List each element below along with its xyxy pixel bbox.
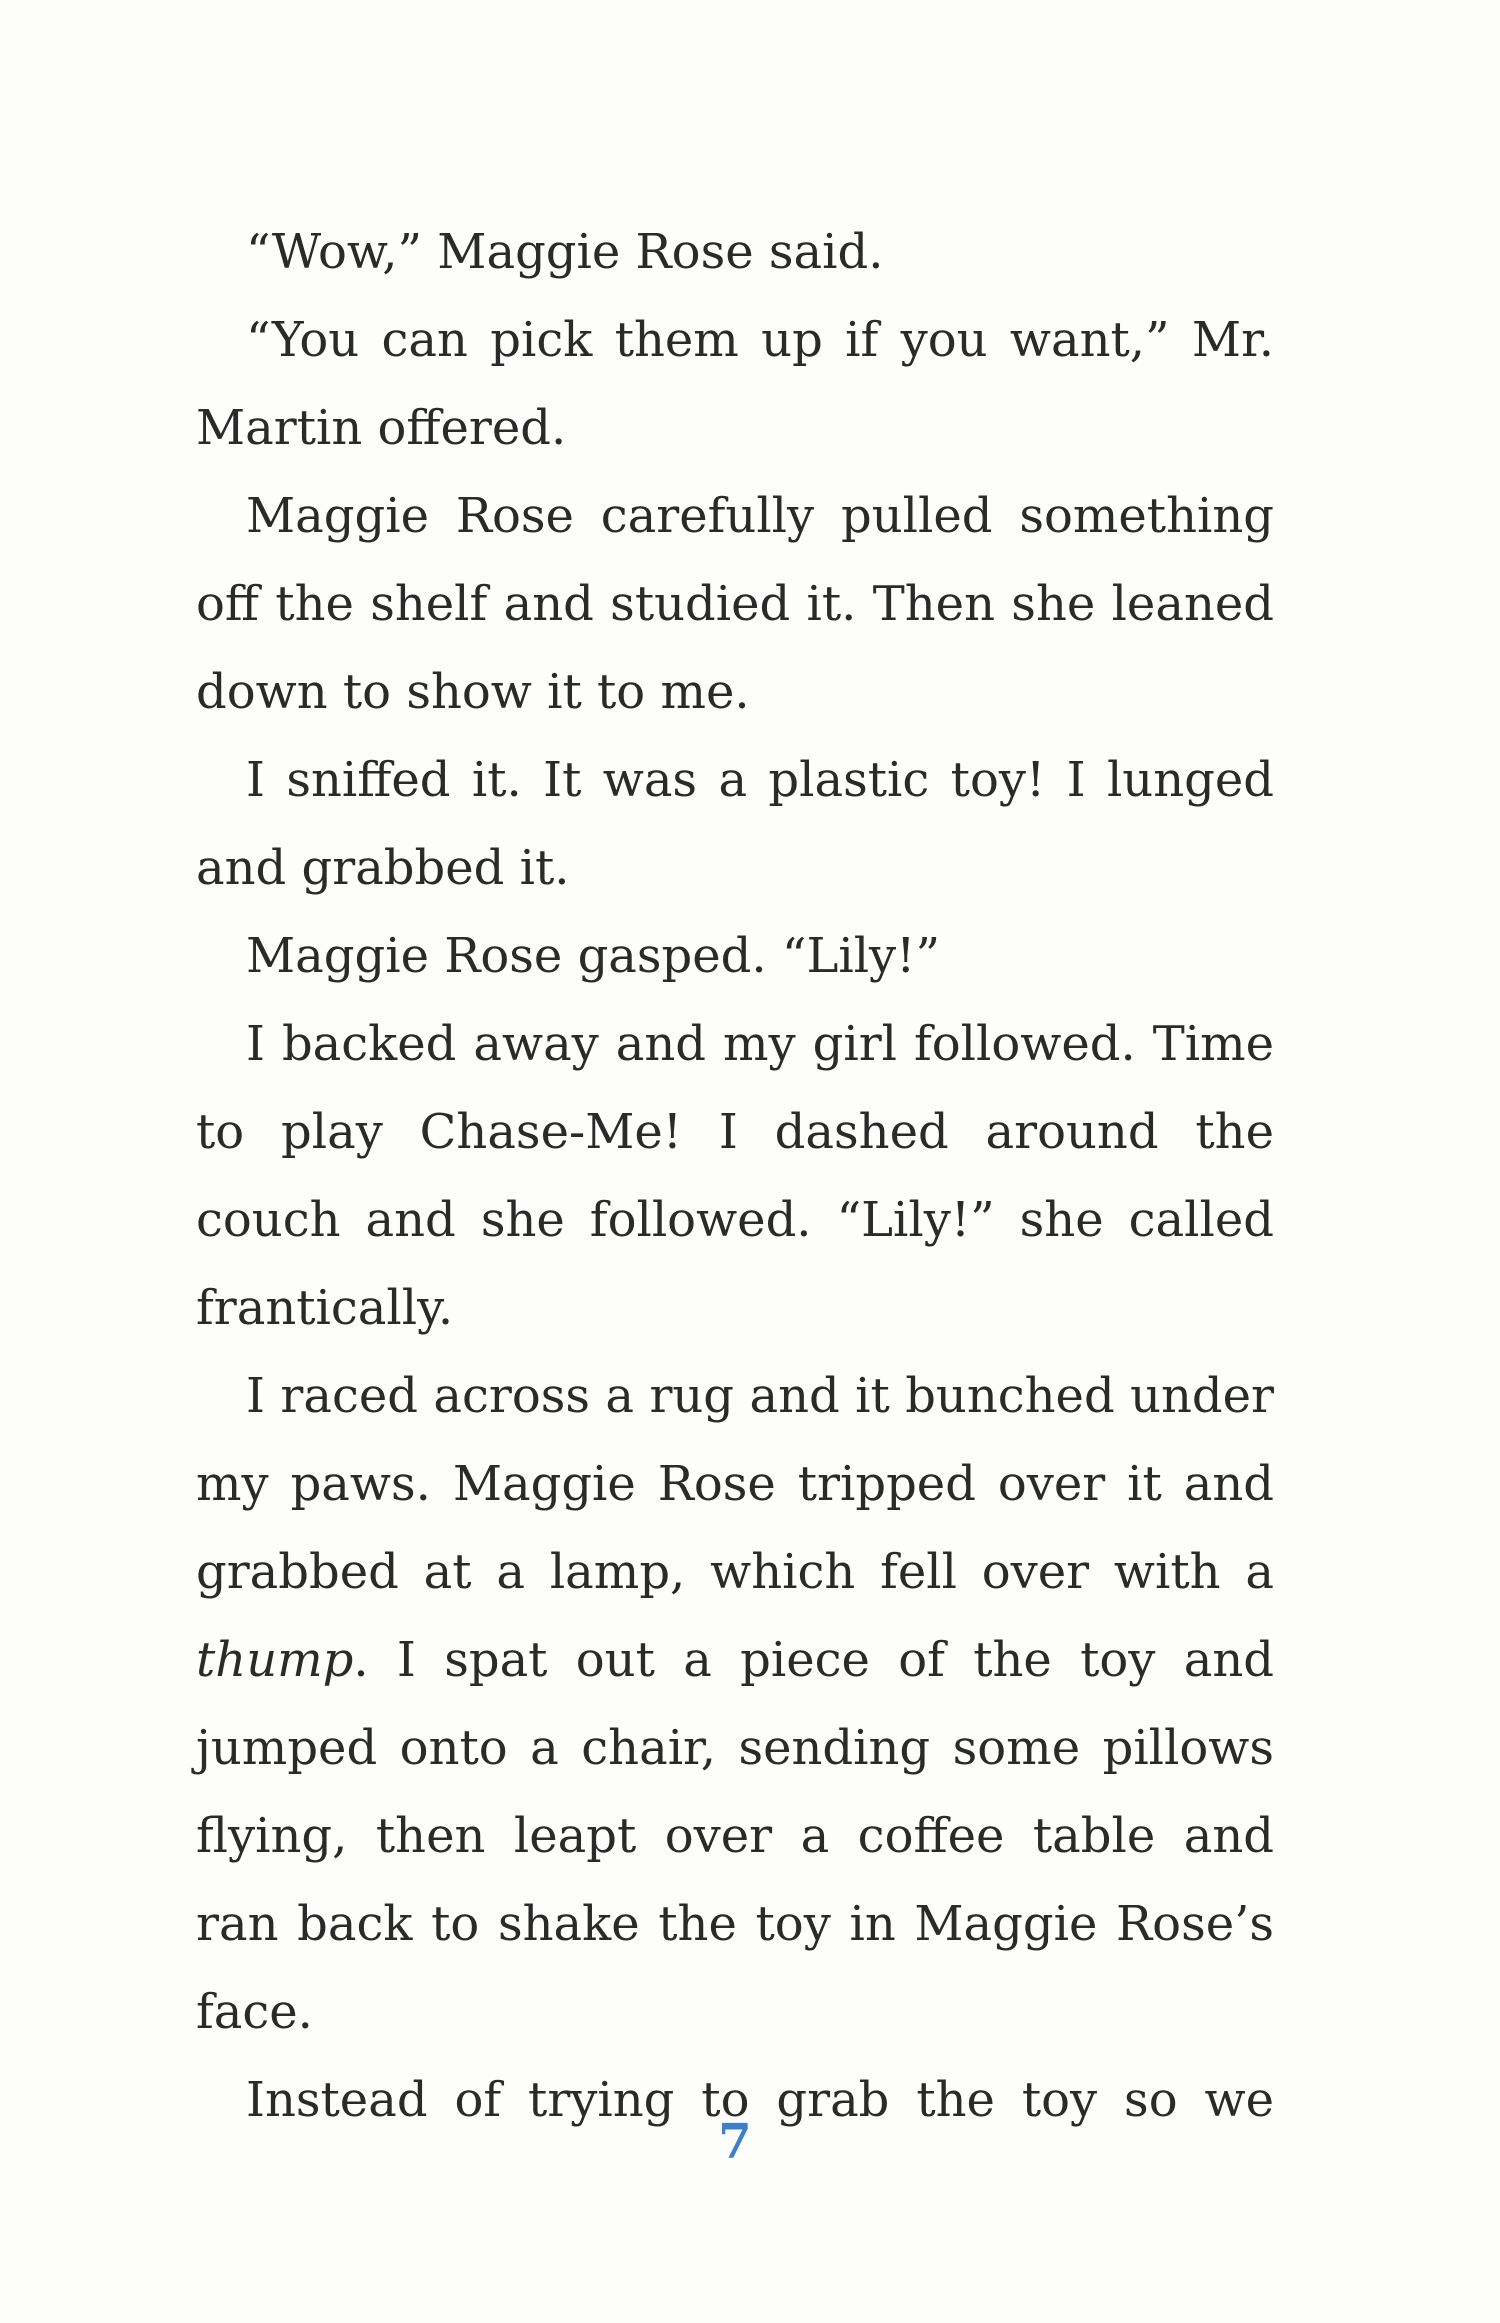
paragraph-2: “You can pick them up if you want,” Mr. Martin offered.	[196, 312, 1274, 456]
body-text	[196, 208, 1274, 2144]
paragraph-3: Maggie Rose carefully pulled something off the shelf and studied it. Then she leaned down to show it to me.	[196, 488, 1274, 720]
paragraph-7	[196, 1352, 1274, 2056]
page-number: 7	[718, 2114, 752, 2170]
paragraph-7-end: . I spat out a piece of the toy and jumped onto a chair, sending some pillows flying, then leapt over a coffee table and ran back to shake the toy in Maggie Rose’s face.	[196, 1632, 1274, 2040]
paragraph-1: “Wow,” Maggie Rose said.	[246, 224, 884, 280]
paragraph-5: Maggie Rose gasped. “Lily!”	[246, 928, 940, 984]
paragraph-4: I sniffed it. It was a plastic toy! I lunged and grabbed it.	[196, 752, 1274, 896]
paragraph-8: Instead of trying to grab the toy so we	[246, 2072, 1274, 2128]
paragraph-7-start: I raced across a rug and it bunched under my paws. Maggie Rose tripped over it and grabbed at a lamp, which fell over with a	[196, 1368, 1274, 1600]
emphasized-word: thump	[196, 1632, 354, 1688]
paragraph-6: I backed away and my girl followed. Time to play Chase-Me! I dashed around the couch and she followed. “Lily!” she called frantically.	[196, 1016, 1274, 1336]
